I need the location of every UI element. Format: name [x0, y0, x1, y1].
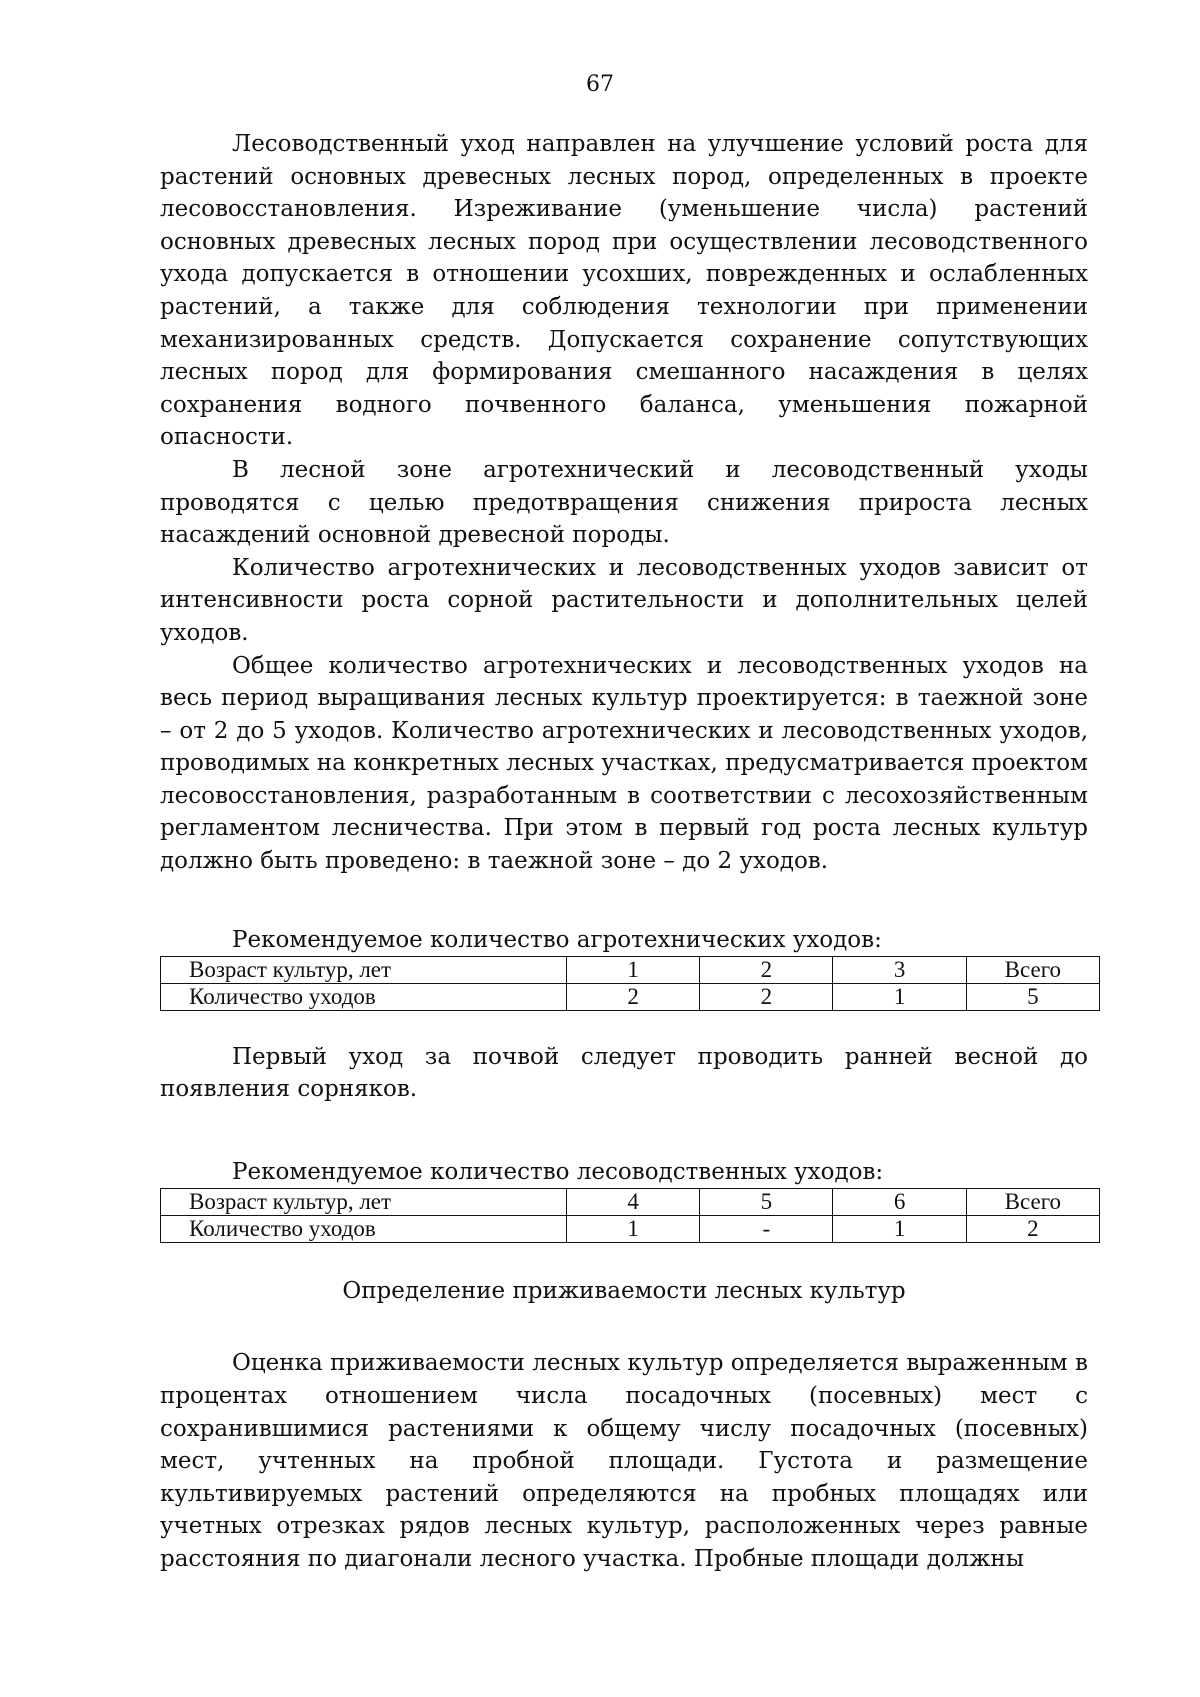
- table-cell: 2: [966, 1215, 1099, 1242]
- paragraph-total-care: Общее количество агротехнических и лесоводственных уходов на весь период выращивания лесных культур проектируется: в таежной зоне – от 2 до 5 уходов. Количество агротехнических и лесоводственных уходов, проводимых на конкретных лесных участках, предусматривается проектом лесовосстановления, разработанным в соответствии с лесохозяйственным регламентом лесничества. При этом в первый год роста лесных культур должно быть проведено: в таежной зоне – до 2 уходов.: [160, 652, 1088, 875]
- table-cell: 1: [566, 1215, 699, 1242]
- table-cell: 5: [966, 983, 1099, 1010]
- table-cell: Всего: [966, 956, 1099, 983]
- section-heading: Определение приживаемости лесных культур: [342, 1277, 906, 1304]
- table-row: [161, 1188, 1100, 1215]
- page-number: 67: [586, 72, 614, 97]
- table-cell: -: [700, 1215, 833, 1242]
- table-cell: 2: [566, 983, 699, 1010]
- agro-care-table-block: [160, 926, 1088, 1011]
- paragraph-forest-zone: В лесной зоне агротехнический и лесоводственный уходы проводятся с целью предотвращения снижения прироста лесных насаждений основной древесной породы.: [160, 456, 1088, 549]
- table-cell: Всего: [966, 1188, 1099, 1215]
- table-cell: 1: [833, 1215, 966, 1242]
- forest-care-table-block: [160, 1158, 1088, 1243]
- paragraph-silvicultural-care: Лесоводственный уход направлен на улучшение условий роста для растений основных древесных лесных пород, определенных в проекте лесовосстановления. Изреживание (уменьшение числа) растений основных древесных лесных пород при осуществлении лесоводственного ухода допускается в отношении усохших, поврежденных и ослабленных растений, а также для соблюдения технологии при применении механизированных средств. Допускается сохранение сопутствующих лесных пород для формирования смешанного насаждения в целях сохранения водного почвенного баланса, уменьшения пожарной опасности.: [160, 131, 1088, 451]
- table-cell: 3: [833, 956, 966, 983]
- table-cell: Возраст культур, лет: [161, 1188, 567, 1215]
- paragraph-care-quantity: Количество агротехнических и лесоводственных уходов зависит от интенсивности роста сорной растительности и дополнительных целей уходов.: [160, 554, 1088, 646]
- table-cell: 6: [833, 1188, 966, 1215]
- table-cell: Возраст культур, лет: [161, 956, 567, 983]
- table-cell: 5: [700, 1188, 833, 1215]
- forest-table-caption: Рекомендуемое количество лесоводственных уходов:: [232, 1158, 884, 1185]
- table-row: [161, 983, 1100, 1010]
- forest-care-table: [160, 1188, 1100, 1243]
- body-text: [160, 128, 1088, 1576]
- agro-care-table: [160, 956, 1100, 1011]
- table-cell: Количество уходов: [161, 1215, 567, 1242]
- table-cell: 4: [566, 1188, 699, 1215]
- paragraph-survival-assessment: Оценка приживаемости лесных культур определяется выраженным в процентах отношением числа посадочных (посевных) мест с сохранившимися растениями к общему числу посадочных (посевных) мест, учтенных на пробной площади. Густота и размещение культивируемых растений определяются на пробных площадях или учетных отрезках рядов лесных культур, расположенных через равные расстояния по диагонали лесного участка. Пробные площади должны: [160, 1350, 1088, 1572]
- table-cell: 2: [700, 956, 833, 983]
- paragraph-first-care: Первый уход за почвой следует проводить ранней весной до появления сорняков.: [160, 1043, 1088, 1103]
- table-cell: 1: [566, 956, 699, 983]
- table-cell: Количество уходов: [161, 983, 567, 1010]
- table-row: [161, 956, 1100, 983]
- agro-table-caption: Рекомендуемое количество агротехнических уходов:: [232, 926, 882, 953]
- table-row: [161, 1215, 1100, 1242]
- table-cell: 2: [700, 983, 833, 1010]
- table-cell: 1: [833, 983, 966, 1010]
